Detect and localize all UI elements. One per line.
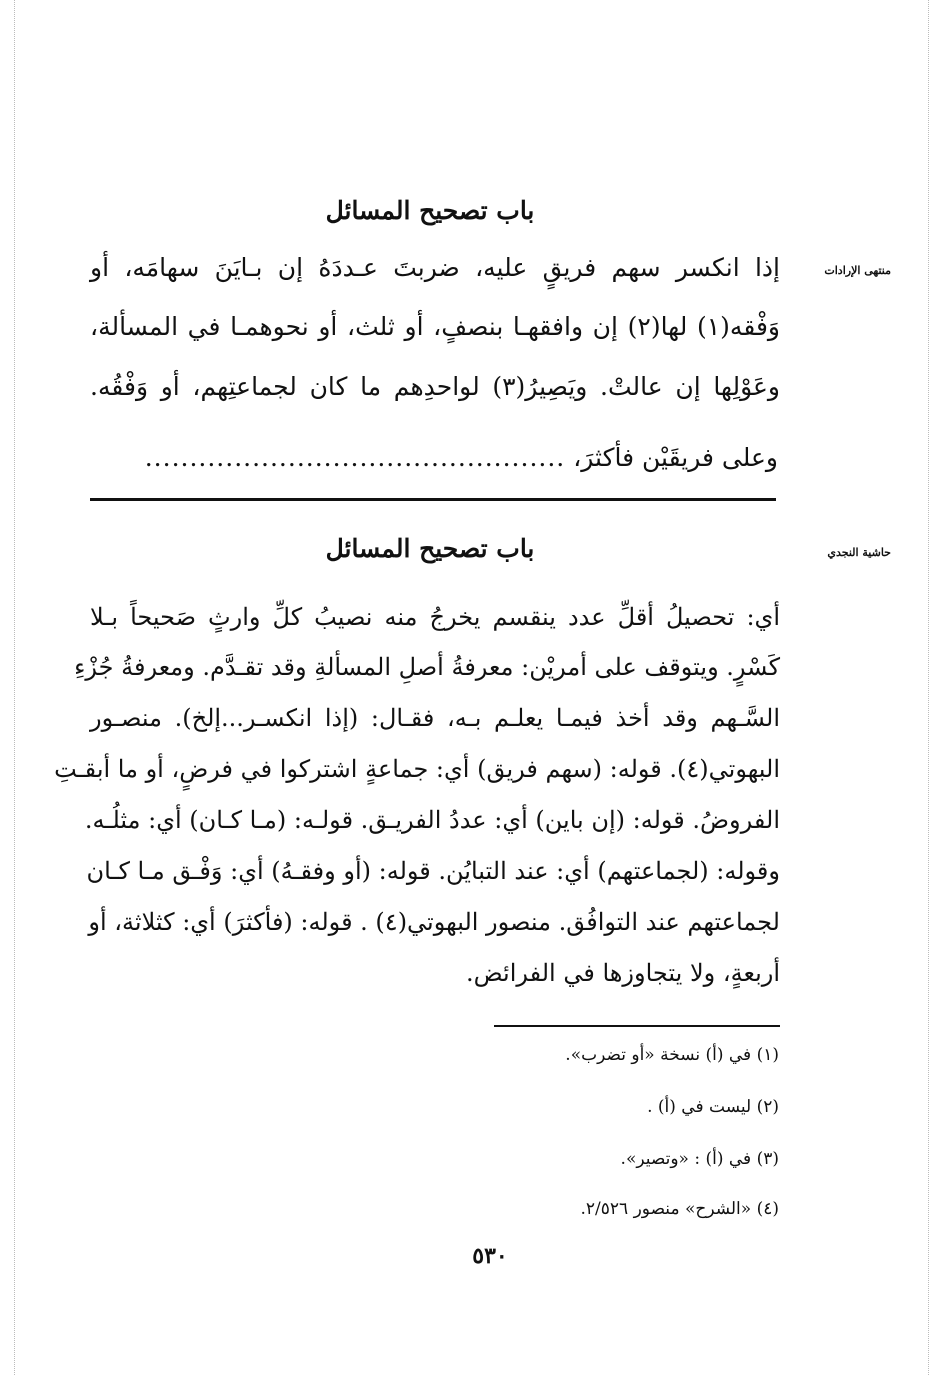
- matn-line-3: وعَوْلِها إن عالتْ. ويَصِيرُ(٣) لواحدِهم ما كان لجماعتِهم، أو وَفْقُه.: [90, 372, 780, 401]
- footnote-3: (٣) في (أ) : «وتصير».: [620, 1149, 779, 1169]
- side-label-hashiya: حاشية النجدي: [827, 546, 891, 559]
- footnote-divider: [494, 1025, 780, 1027]
- matn-line-4: [90, 443, 778, 473]
- side-label-matn: منتهى الإرادات: [824, 264, 891, 277]
- footnote-4: (٤) «الشرح» منصور ٢/٥٢٦.: [580, 1199, 779, 1219]
- scan-edge-left: [14, 0, 15, 1375]
- hashiya-heading: باب تصحيح المسائل: [325, 534, 535, 563]
- page-number: ٥٣٠: [472, 1243, 508, 1269]
- continuation-dots: ...............................................: [144, 443, 566, 472]
- hashiya-line-1: أي: تحصيلُ أقلِّ عدد ينقسم يخرجُ منه نصيبُ كلِّ وارثٍ صَحيحاً بـلا: [90, 603, 780, 631]
- matn-line-4-text: وعلى فريقَيْن فأكثرَ،: [573, 443, 778, 472]
- hashiya-line-6: وقوله: (لجماعتهم) أي: عند التبايُن. قوله: (أو وفقـهُ) أي: وَفْـق مـا كـان: [86, 857, 780, 885]
- hashiya-line-2: كَسْرٍ. ويتوقف على أمريْن: معرفةُ أصلِ المسألةِ وقد تقـدَّم. ومعرفةُ جُزْءِ: [74, 653, 780, 681]
- hashiya-line-3: السَّـهم وقد أخذ فيمـا يعلـم بـه، فقـال: (إذا انكسـر...إلخ). منصـور: [90, 704, 780, 732]
- scan-edge-right: [928, 0, 929, 1375]
- hashiya-line-7: لجماعتهم عند التوافُق. منصور البهوتي(٤) . قوله: (فأكثرَ) أي: كثلاثة، أو: [88, 908, 780, 936]
- matn-line-1: إذا انكسر سهم فريقٍ عليه، ضربتَ عـددَهُ إن بـايَنَ سهامَه، أو: [90, 253, 780, 282]
- hashiya-line-4: البهوتي(٤). قوله: (سهم فريق) أي: جماعةٍ اشتركوا في فرضٍ، أو ما أبقـتِ: [54, 755, 780, 783]
- section-divider: [90, 498, 776, 501]
- footnote-2: (٢) ليست في (أ) .: [647, 1097, 779, 1117]
- hashiya-line-8: أربعةٍ، ولا يتجاوزها في الفرائض.: [465, 959, 780, 987]
- hashiya-line-5: الفروضُ. قوله: (إن باين) أي: عددُ الفريـق. قولـه: (مـا كـان) أي: مثلُـه.: [84, 806, 780, 834]
- matn-heading: باب تصحيح المسائل: [325, 196, 535, 225]
- matn-line-2: وَفْقه(١) لها(٢) إن وافقهـا بنصفٍ، أو ثلث، أو نحوهمـا في المسألة،: [90, 312, 780, 341]
- footnote-1: (١) في (أ) نسخة «أو تضرب».: [565, 1045, 779, 1065]
